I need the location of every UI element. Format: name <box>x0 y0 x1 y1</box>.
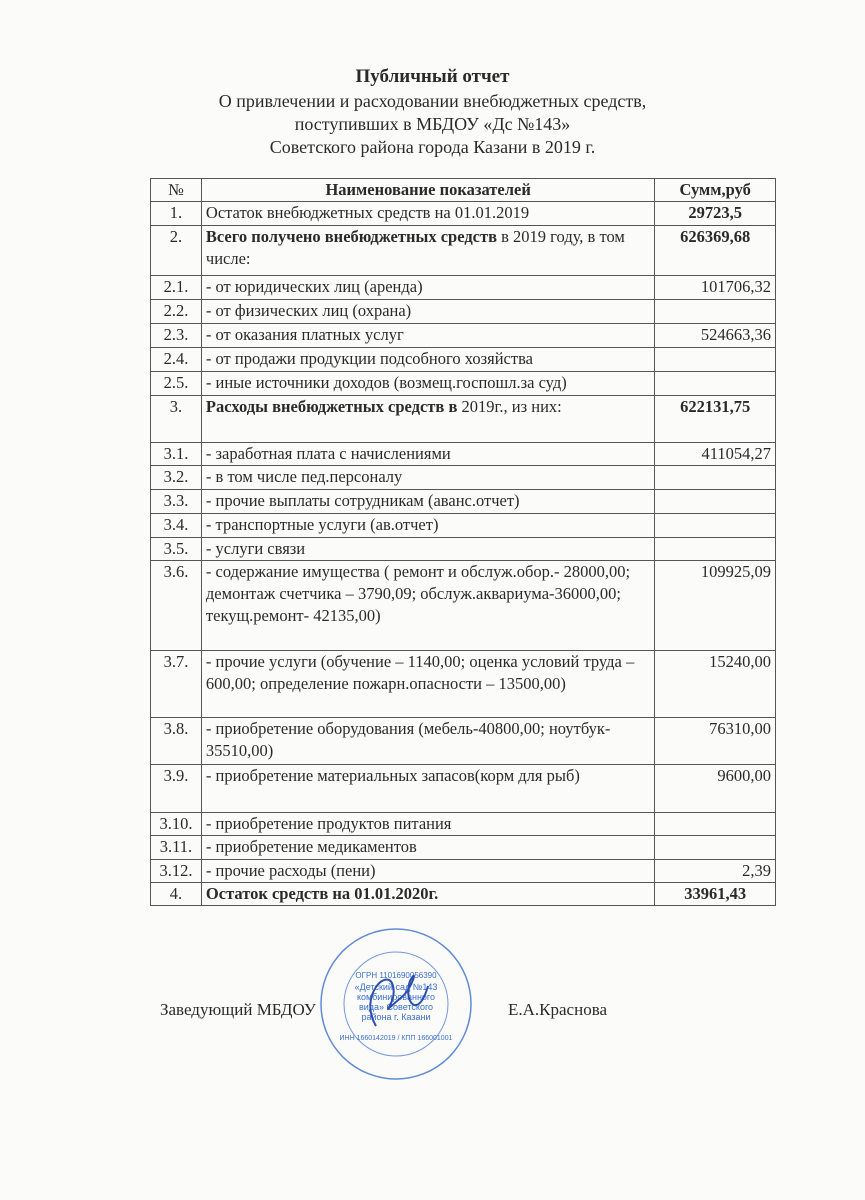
row-number: 3.4. <box>151 514 202 538</box>
row-name <box>201 765 655 813</box>
row-name-text: - прочие услуги (обучение – 1140,00; оценка условий труда – 600,00; определение пожарн.опасности – 13500,00) <box>205 652 635 693</box>
column-header-number: № <box>151 179 202 202</box>
row-name-text: - прочие расходы (пени) <box>205 861 376 880</box>
row-sum: 33961,43 <box>655 883 776 906</box>
table-row <box>151 561 776 651</box>
row-name <box>201 836 655 860</box>
row-sum <box>655 372 776 396</box>
row-name <box>201 718 655 765</box>
subtitle-line-1: О привлечении и расходовании внебюджетных средств, <box>218 91 647 111</box>
table-row <box>151 202 776 226</box>
row-number: 2.2. <box>151 300 202 324</box>
row-sum <box>655 813 776 836</box>
row-name <box>201 276 655 300</box>
row-sum <box>655 300 776 324</box>
table-row <box>151 813 776 836</box>
row-name-bold: Всего получено внебюджетных средств <box>205 227 498 246</box>
row-sum: 109925,09 <box>655 561 776 651</box>
row-name-text: - заработная плата с начислениями <box>205 444 451 463</box>
row-sum: 2,39 <box>655 860 776 883</box>
row-number: 2. <box>151 226 202 276</box>
row-name-text: - прочие выплаты сотрудникам (аванс.отчет) <box>205 491 520 510</box>
row-name-text: - услуги связи <box>205 539 306 558</box>
row-number: 1. <box>151 202 202 226</box>
row-number: 3.6. <box>151 561 202 651</box>
stamp-ogrn: ОГРН 1101690056390 <box>355 971 437 980</box>
table-header-row <box>151 179 776 202</box>
row-number: 3. <box>151 396 202 443</box>
row-name <box>201 813 655 836</box>
table-row <box>151 490 776 514</box>
table-row <box>151 538 776 561</box>
row-sum <box>655 490 776 514</box>
table-row <box>151 718 776 765</box>
row-name <box>201 561 655 651</box>
row-number: 2.4. <box>151 348 202 372</box>
row-name-text: 2019г., из них: <box>457 397 562 416</box>
table-row <box>151 514 776 538</box>
row-number: 2.3. <box>151 324 202 348</box>
row-name-text: - от физических лиц (охрана) <box>205 301 412 320</box>
row-name-text: - приобретение материальных запасов(корм для рыб) <box>205 766 580 785</box>
row-name-text: Остаток внебюджетных средств на 01.01.2019 <box>205 203 530 222</box>
document-title: Публичный отчет <box>355 66 510 87</box>
row-name-bold: Остаток средств на 01.01.2020г. <box>205 884 439 903</box>
row-sum <box>655 466 776 490</box>
row-number: 3.3. <box>151 490 202 514</box>
row-name <box>201 883 655 906</box>
row-name-text: в 2019 году, в том числе: <box>205 227 625 268</box>
row-sum <box>655 348 776 372</box>
row-number: 2.5. <box>151 372 202 396</box>
row-name-text: - от юридических лиц (аренда) <box>205 277 423 296</box>
row-sum: 411054,27 <box>655 443 776 466</box>
row-name <box>201 226 655 276</box>
table-row <box>151 396 776 443</box>
row-sum <box>655 514 776 538</box>
table-row <box>151 324 776 348</box>
row-name-bold: Расходы внебюджетных средств в <box>205 397 458 416</box>
row-number: 3.5. <box>151 538 202 561</box>
row-name-text: - в том числе пед.персоналу <box>205 467 403 486</box>
table-row <box>151 443 776 466</box>
stamp-center-text: «Детский сад №143 комбинированного вида» Советского района г. Казани <box>354 982 438 1022</box>
row-number: 4. <box>151 883 202 906</box>
row-sum: 9600,00 <box>655 765 776 813</box>
row-sum: 524663,36 <box>655 324 776 348</box>
row-name <box>201 514 655 538</box>
row-sum <box>655 538 776 561</box>
row-name-text: - содержание имущества ( ремонт и обслуж.обор.- 28000,00; демонтаж счетчика – 3790,09; обслуж.аквариума-36000,00; текущ.ремонт- 42135,00) <box>205 562 631 625</box>
row-number: 2.1. <box>151 276 202 300</box>
row-name-text: - иные источники доходов (возмещ.госпошл.за суд) <box>205 373 567 392</box>
row-name <box>201 490 655 514</box>
row-name <box>201 396 655 443</box>
row-sum <box>655 836 776 860</box>
row-name-text: - транспортные услуги (ав.отчет) <box>205 515 439 534</box>
table-row <box>151 836 776 860</box>
official-stamp <box>318 926 474 1082</box>
table-row <box>151 466 776 490</box>
row-sum: 76310,00 <box>655 718 776 765</box>
row-number: 3.11. <box>151 836 202 860</box>
row-name <box>201 443 655 466</box>
table-row <box>151 226 776 276</box>
signature-position: Заведующий МБДОУ <box>160 1000 316 1019</box>
row-name <box>201 348 655 372</box>
table-row <box>151 372 776 396</box>
row-name <box>201 372 655 396</box>
row-number: 3.2. <box>151 466 202 490</box>
row-name <box>201 860 655 883</box>
row-name <box>201 202 655 226</box>
row-name <box>201 651 655 718</box>
table-row <box>151 883 776 906</box>
row-name <box>201 324 655 348</box>
row-name <box>201 300 655 324</box>
row-number: 3.8. <box>151 718 202 765</box>
subtitle-line-2: поступивших в МБДОУ «Дс №143» <box>294 114 571 134</box>
report-table <box>150 178 776 906</box>
column-header-sum: Сумм,руб <box>655 179 776 202</box>
row-sum: 101706,32 <box>655 276 776 300</box>
row-name-text: - приобретение оборудования (мебель-40800,00; ноутбук- 35510,00) <box>205 719 611 760</box>
stamp-inn: ИНН 1660142019 / КПП 166001001 <box>339 1035 453 1042</box>
row-number: 3.10. <box>151 813 202 836</box>
subtitle-line-3: Советского района города Казани в 2019 г. <box>269 137 596 157</box>
row-sum: 29723,5 <box>655 202 776 226</box>
row-number: 3.12. <box>151 860 202 883</box>
table-row <box>151 276 776 300</box>
row-name <box>201 538 655 561</box>
table-row <box>151 860 776 883</box>
row-sum: 15240,00 <box>655 651 776 718</box>
signature-name: Е.А.Краснова <box>508 1000 608 1019</box>
row-sum: 622131,75 <box>655 396 776 443</box>
row-number: 3.7. <box>151 651 202 718</box>
table-row <box>151 348 776 372</box>
row-name <box>201 466 655 490</box>
table-row <box>151 765 776 813</box>
row-name-text: - от оказания платных услуг <box>205 325 404 344</box>
row-number: 3.9. <box>151 765 202 813</box>
table-row <box>151 651 776 718</box>
row-number: 3.1. <box>151 443 202 466</box>
row-name-text: - приобретение медикаментов <box>205 837 417 856</box>
row-sum: 626369,68 <box>655 226 776 276</box>
row-name-text: - от продажи продукции подсобного хозяйства <box>205 349 533 368</box>
column-header-name: Наименование показателей <box>201 179 655 202</box>
row-name-text: - приобретение продуктов питания <box>205 814 452 833</box>
table-row <box>151 300 776 324</box>
